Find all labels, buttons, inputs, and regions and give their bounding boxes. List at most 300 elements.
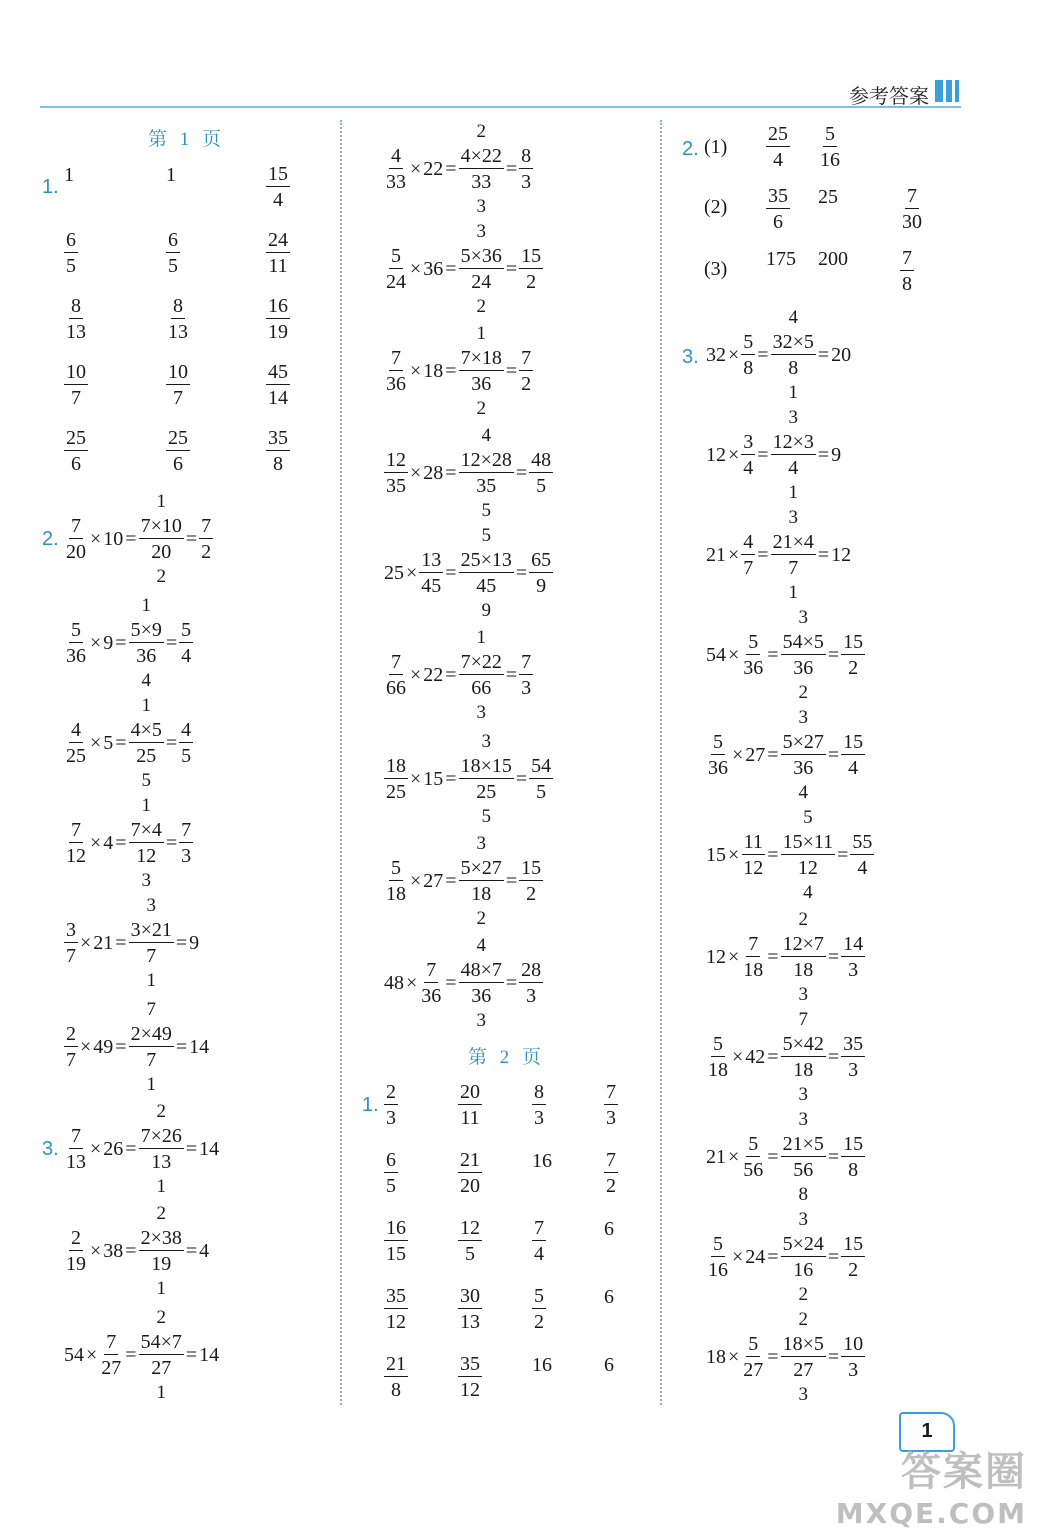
cancel-top: 4	[481, 425, 491, 446]
q2-answer	[766, 124, 790, 170]
column-divider	[340, 120, 342, 1405]
q1-answer	[166, 428, 190, 474]
times-sign: ×	[732, 744, 744, 766]
reduction-fraction	[129, 620, 164, 666]
times-sign: ×	[728, 844, 740, 866]
equals-sign: =	[827, 644, 840, 666]
numerator: 54	[531, 755, 552, 777]
watermark-url: MXQE.COM	[835, 1497, 1027, 1530]
numerator: 18×5	[782, 1333, 824, 1355]
denominator: 2	[526, 271, 537, 293]
denominator: 27	[743, 1359, 764, 1381]
reduction-fraction	[139, 516, 184, 562]
numerator: 7	[181, 819, 192, 841]
result	[529, 450, 553, 496]
times-sign: ×	[728, 946, 740, 968]
denominator: 27	[793, 1359, 814, 1381]
fraction-factor	[741, 832, 765, 878]
cancel-top: 3	[481, 731, 491, 752]
numerator: 2	[66, 1023, 76, 1045]
denominator: 12	[136, 845, 157, 867]
question-number: 2.	[682, 138, 699, 160]
numerator: 21×5	[782, 1133, 824, 1155]
fraction-factor	[64, 1228, 88, 1274]
fraction-factor	[64, 1126, 88, 1172]
cancel-bottom: 3	[798, 1384, 808, 1405]
calculation-row	[384, 221, 543, 317]
equals-sign: =	[767, 844, 779, 866]
reduction-fraction	[459, 756, 514, 802]
denominator: 25	[66, 745, 86, 767]
fraction	[604, 1150, 618, 1196]
p2q1-answer	[604, 1286, 614, 1309]
calculation	[384, 627, 533, 723]
q2-answer	[818, 124, 842, 170]
factor: 24	[745, 1246, 766, 1268]
denominator: 4	[743, 457, 754, 479]
fraction	[266, 296, 290, 342]
cancel-bottom: 3	[798, 984, 808, 1005]
fraction-factor	[741, 1334, 765, 1380]
equals-sign: =	[757, 444, 769, 466]
fraction	[64, 296, 88, 342]
calculation	[706, 607, 865, 703]
numerator: 48	[531, 449, 552, 471]
cancel-bottom: 3	[476, 196, 486, 217]
denominator: 5	[536, 475, 547, 497]
reduction-fraction	[129, 920, 174, 966]
fraction-factor	[64, 1024, 78, 1070]
numerator: 4	[181, 719, 192, 741]
reduction-step	[129, 795, 164, 891]
calculation	[384, 525, 553, 621]
times-sign: ×	[80, 932, 92, 954]
denominator: 12	[386, 1311, 406, 1333]
equals-sign: =	[505, 158, 518, 180]
denominator: 6	[773, 211, 783, 233]
numerator: 25	[168, 427, 188, 449]
fraction	[64, 428, 88, 474]
cancel-top: 2	[156, 1307, 166, 1328]
denominator: 3	[534, 1107, 544, 1129]
reduction-fraction	[781, 934, 826, 980]
denominator: 2	[526, 883, 537, 905]
times-sign: ×	[732, 1246, 744, 1268]
cancel-bottom: 9	[481, 600, 491, 621]
calculation-row	[706, 1309, 865, 1405]
calculation-row	[384, 731, 553, 827]
fraction-factor	[384, 146, 408, 192]
numerator: 5	[71, 619, 81, 641]
factor: 18	[706, 1346, 726, 1368]
times-sign: ×	[728, 1146, 740, 1168]
denominator: 20	[151, 541, 172, 563]
equals-sign: =	[515, 462, 528, 484]
denominator: 3	[848, 1359, 859, 1381]
denominator: 4	[534, 1243, 544, 1265]
value: 175	[766, 248, 796, 270]
calculation	[706, 1309, 865, 1405]
cancel-top: 1	[141, 695, 151, 716]
reduction-fraction	[771, 332, 816, 378]
numerator: 7	[391, 651, 401, 673]
cancel-bottom: 1	[156, 1382, 166, 1403]
result	[519, 858, 543, 904]
reduction-fraction	[459, 652, 504, 698]
question-number: 3.	[682, 346, 699, 368]
denominator: 2	[534, 1311, 544, 1333]
reduction-fraction	[781, 632, 826, 678]
fraction	[64, 362, 88, 408]
numerator: 7×18	[460, 347, 502, 369]
q1-answer	[64, 362, 88, 408]
equals-sign: =	[165, 832, 178, 854]
reduction-fraction	[139, 1228, 184, 1274]
calculation	[64, 1101, 220, 1197]
numerator: 15	[843, 1233, 864, 1255]
denominator: 8	[902, 273, 912, 295]
reduction-step	[459, 121, 504, 217]
result	[179, 720, 193, 766]
times-sign: ×	[90, 732, 102, 754]
calculation	[706, 909, 865, 1005]
denominator: 2	[848, 1259, 859, 1281]
denominator: 18	[471, 883, 492, 905]
equals-sign: =	[505, 360, 518, 382]
q2-answer	[766, 186, 790, 232]
reduction-step	[139, 491, 184, 587]
numerator: 45	[268, 361, 288, 383]
fraction-factor	[741, 532, 755, 578]
fraction-factor	[64, 920, 78, 966]
denominator: 14	[268, 387, 288, 409]
numerator: 48×7	[460, 959, 502, 981]
denominator: 16	[820, 149, 840, 171]
reduction-step	[129, 695, 164, 791]
cancel-bottom: 1	[788, 382, 798, 403]
factor: 21	[93, 932, 114, 954]
equals-sign: =	[757, 344, 769, 366]
numerator: 10	[843, 1333, 864, 1355]
denominator: 36	[136, 645, 157, 667]
q1-answer	[166, 362, 190, 408]
fraction	[766, 124, 790, 170]
numerator: 14	[843, 933, 864, 955]
denominator: 7	[743, 557, 754, 579]
reduction-step	[781, 607, 826, 703]
q1-answer	[266, 164, 290, 210]
result: 9	[831, 444, 842, 466]
denominator: 5	[168, 255, 178, 277]
q2-answer	[900, 186, 924, 232]
numerator: 5	[534, 1285, 544, 1307]
q1-answer	[64, 164, 74, 187]
equals-sign: =	[515, 768, 528, 790]
fraction	[266, 230, 290, 276]
denominator: 7	[66, 1049, 76, 1071]
calculation-row	[384, 833, 543, 929]
calculation	[64, 595, 193, 691]
numerator: 7	[748, 933, 759, 955]
result: 9	[189, 932, 200, 954]
denominator: 8	[391, 1379, 401, 1401]
denominator: 8	[743, 357, 754, 379]
question-number: 2.	[42, 528, 59, 550]
cancel-bottom: 1	[156, 1176, 166, 1197]
calculation-row	[706, 607, 865, 703]
reduction-fraction	[781, 1234, 826, 1280]
reduction-step	[459, 731, 514, 827]
calculation-row	[384, 627, 533, 723]
fraction-factor	[64, 516, 88, 562]
p2q1-answer	[532, 1218, 546, 1264]
times-sign: ×	[90, 632, 102, 654]
times-sign: ×	[406, 562, 418, 584]
numerator: 3	[743, 431, 754, 453]
fraction	[458, 1082, 482, 1128]
numerator: 7	[426, 959, 437, 981]
factor: 32	[706, 344, 726, 366]
cancel-bottom: 4	[141, 670, 151, 691]
fraction	[384, 1354, 408, 1400]
calculation-row	[64, 595, 193, 691]
equals-sign: =	[767, 1346, 779, 1368]
reduction-step	[781, 1309, 826, 1405]
p2q1-answer	[604, 1218, 614, 1241]
equals-sign: =	[115, 1036, 127, 1058]
fraction	[532, 1082, 546, 1128]
numerator: 7	[521, 651, 532, 673]
result: 14	[199, 1344, 220, 1366]
numerator: 12	[386, 449, 406, 471]
result	[519, 146, 533, 192]
factor: 9	[103, 632, 114, 654]
denominator: 13	[168, 321, 188, 343]
fraction	[384, 1286, 408, 1332]
numerator: 7×22	[460, 651, 502, 673]
factor: 27	[745, 744, 766, 766]
numerator: 25	[66, 427, 86, 449]
reduction-step	[139, 1203, 184, 1299]
denominator: 36	[471, 985, 492, 1007]
fraction	[532, 1286, 546, 1332]
result: 4	[199, 1240, 210, 1262]
reduction-fraction	[459, 858, 504, 904]
q2-answer	[818, 248, 848, 271]
denominator: 35	[386, 475, 406, 497]
equals-sign: =	[767, 744, 779, 766]
denominator: 36	[386, 373, 406, 395]
calculation-row	[64, 1101, 220, 1197]
numerator: 6	[168, 229, 178, 251]
denominator: 8	[273, 453, 283, 475]
denominator: 25	[476, 781, 497, 803]
cancel-top: 3	[476, 833, 486, 854]
result	[519, 348, 533, 394]
denominator: 2	[201, 541, 212, 563]
result	[529, 756, 553, 802]
numerator: 32×5	[772, 331, 814, 353]
numerator: 7	[391, 347, 401, 369]
reduction-fraction	[771, 532, 816, 578]
cancel-top: 3	[476, 221, 486, 242]
factor: 21	[706, 1146, 726, 1168]
factor: 4	[103, 832, 114, 854]
fraction	[384, 1150, 398, 1196]
numerator: 25×13	[460, 549, 512, 571]
denominator: 12	[460, 1379, 480, 1401]
cancel-top: 2	[156, 1101, 166, 1122]
reduction-fraction	[459, 960, 504, 1006]
denominator: 18	[386, 883, 406, 905]
numerator: 3×21	[130, 919, 172, 941]
calculation-row	[706, 1109, 865, 1205]
times-sign: ×	[80, 1036, 92, 1058]
sub-question-tag: (1)	[704, 136, 728, 158]
equals-sign: =	[827, 1146, 840, 1168]
cancel-top: 2	[156, 1203, 166, 1224]
numerator: 5	[713, 1233, 723, 1255]
cancel-top: 1	[476, 323, 486, 344]
equals-sign: =	[445, 768, 457, 790]
value: 16	[532, 1150, 552, 1172]
equals-sign: =	[445, 258, 457, 280]
numerator: 5×24	[782, 1233, 824, 1255]
reduction-fraction	[771, 432, 816, 478]
fraction	[384, 1082, 398, 1128]
value: 1	[166, 164, 176, 186]
denominator: 2	[848, 657, 859, 679]
cancel-bottom: 5	[481, 500, 491, 521]
reduction-fraction	[459, 246, 504, 292]
calculation-row	[384, 323, 533, 419]
reduction-fraction	[781, 1034, 826, 1080]
numerator: 15	[843, 631, 864, 653]
denominator: 11	[460, 1107, 480, 1129]
numerator: 11	[743, 831, 763, 853]
times-sign: ×	[410, 158, 422, 180]
equals-sign: =	[185, 528, 198, 550]
fraction-factor	[741, 1134, 765, 1180]
q1-answer	[64, 230, 78, 276]
fraction	[64, 230, 78, 276]
numerator: 5	[391, 857, 401, 879]
times-sign: ×	[728, 344, 740, 366]
fraction	[604, 1082, 618, 1128]
calculation-row	[706, 707, 865, 803]
times-sign: ×	[410, 360, 422, 382]
denominator: 25	[386, 781, 406, 803]
reduction-step	[781, 909, 826, 1005]
denominator: 20	[460, 1175, 480, 1197]
result	[841, 632, 865, 678]
numerator: 10	[66, 361, 86, 383]
equals-sign: =	[827, 946, 840, 968]
numerator: 5×9	[130, 619, 162, 641]
result	[179, 820, 193, 866]
factor: 36	[423, 258, 444, 280]
reduction-step	[771, 407, 816, 503]
result	[179, 620, 193, 666]
value: 6	[604, 1354, 614, 1376]
denominator: 3	[521, 171, 532, 193]
cancel-bottom: 3	[141, 870, 151, 891]
numerator: 2×38	[140, 1227, 182, 1249]
numerator: 6	[66, 229, 76, 251]
fraction-factor	[741, 332, 755, 378]
cancel-top: 3	[788, 507, 798, 528]
numerator: 21	[460, 1149, 480, 1171]
numerator: 10	[168, 361, 188, 383]
fraction	[166, 428, 190, 474]
numerator: 18×15	[460, 755, 512, 777]
numerator: 7	[71, 515, 81, 537]
equals-sign: =	[445, 664, 457, 686]
calculation-row	[64, 895, 200, 991]
calculation-row	[64, 999, 210, 1095]
cancel-bottom: 2	[798, 1284, 808, 1305]
fraction	[166, 362, 190, 408]
denominator: 5	[465, 1243, 475, 1265]
reduction-step	[459, 627, 504, 723]
fraction-factor	[384, 450, 408, 496]
calculation	[706, 507, 852, 603]
denominator: 8	[848, 1159, 859, 1181]
factor: 5	[103, 732, 114, 754]
column-divider	[660, 120, 662, 1405]
equals-sign: =	[185, 1344, 198, 1366]
numerator: 4	[391, 145, 401, 167]
denominator: 15	[386, 1243, 406, 1265]
result	[199, 516, 213, 562]
numerator: 15×11	[782, 831, 834, 853]
numerator: 3	[66, 919, 76, 941]
q1-answer	[266, 362, 290, 408]
denominator: 18	[743, 959, 764, 981]
header-accent-bars	[935, 80, 961, 102]
numerator: 25	[768, 123, 788, 145]
reduction-step	[781, 1009, 826, 1105]
question-number: 1.	[362, 1094, 379, 1116]
equals-sign: =	[115, 632, 127, 654]
equals-sign: =	[505, 870, 518, 892]
factor: 22	[423, 664, 444, 686]
cancel-top: 2	[798, 909, 808, 930]
value: 6	[604, 1286, 614, 1308]
numerator: 4	[71, 719, 81, 741]
numerator: 35	[768, 185, 788, 207]
times-sign: ×	[410, 870, 422, 892]
fraction-factor	[741, 632, 765, 678]
denominator: 12	[797, 857, 818, 879]
calculation	[706, 307, 852, 403]
reduction-fraction	[459, 450, 514, 496]
cancel-top: 3	[798, 707, 808, 728]
equals-sign: =	[125, 1344, 137, 1366]
equals-sign: =	[505, 258, 518, 280]
denominator: 13	[66, 1151, 86, 1173]
q1-answer	[166, 230, 180, 276]
times-sign: ×	[90, 528, 102, 550]
equals-sign: =	[827, 1246, 840, 1268]
result	[519, 246, 543, 292]
fraction-factor	[384, 858, 408, 904]
calculation-row	[64, 695, 193, 791]
numerator: 5	[825, 123, 835, 145]
denominator: 24	[471, 271, 492, 293]
reduction-step	[781, 707, 826, 803]
reduction-step	[781, 807, 836, 903]
